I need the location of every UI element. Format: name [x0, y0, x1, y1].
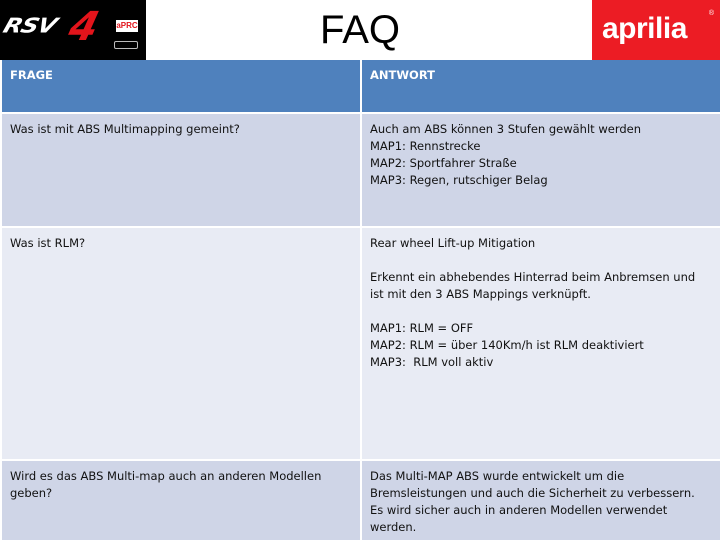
answer-cell — [361, 227, 720, 460]
answer-line: Das Multi-MAP ABS wurde entwickelt um die Bremsleistungen und auch die Sicherheit zu verbessern. — [370, 469, 695, 500]
answer-line: MAP3: RLM voll aktiv — [370, 355, 494, 369]
question-text: Wird es das ABS Multi-map auch an anderen Modellen geben? — [10, 469, 326, 500]
answer-line: Auch am ABS können 3 Stufen gewählt werden — [370, 122, 642, 136]
question-cell — [1, 227, 361, 460]
table-header-row — [1, 60, 720, 113]
rsv4-logo — [0, 0, 146, 60]
answer-line: MAP1: Rennstrecke — [370, 139, 481, 153]
page-title: FAQ — [319, 8, 401, 52]
column-header-antwort: ANTWORT — [361, 60, 720, 113]
faq-table — [0, 60, 720, 540]
registered-mark-icon: ® — [708, 10, 714, 17]
table-row — [1, 460, 720, 540]
aprilia-logo — [592, 0, 720, 60]
rsv4-logo-text: RSV — [0, 14, 60, 38]
rsv4-small-emblem-icon — [114, 41, 138, 49]
question-text: Was ist RLM? — [10, 236, 86, 250]
column-header-frage: FRAGE — [1, 60, 361, 113]
table-row — [1, 113, 720, 227]
answer-cell — [361, 113, 720, 227]
answer-spacer — [370, 252, 712, 269]
aprc-badge: aPRC — [116, 21, 138, 30]
answer-line: Erkennt ein abhebendes Hinterrad beim Anbremsen und ist mit den 3 ABS Mappings verknüpft. — [370, 270, 699, 301]
table-row — [1, 227, 720, 460]
answer-line: MAP2: Sportfahrer Straße — [370, 156, 517, 170]
answer-line: Es wird sicher auch in anderen Modellen verwendet werden. — [370, 503, 671, 534]
answer-line: Rear wheel Lift-up Mitigation — [370, 236, 536, 250]
answer-line: MAP3: Regen, rutschiger Belag — [370, 173, 548, 187]
question-cell — [1, 460, 361, 540]
question-text: Was ist mit ABS Multimapping gemeint? — [10, 122, 240, 136]
aprilia-logo-text: aprilia — [602, 12, 687, 45]
answer-line: MAP2: RLM = über 140Km/h ist RLM deaktiviert — [370, 338, 644, 352]
rsv4-logo-numeral: 4 — [64, 4, 104, 50]
answer-line: MAP1: RLM = OFF — [370, 321, 474, 335]
answer-spacer — [370, 303, 712, 320]
answer-cell — [361, 460, 720, 540]
question-cell — [1, 113, 361, 227]
